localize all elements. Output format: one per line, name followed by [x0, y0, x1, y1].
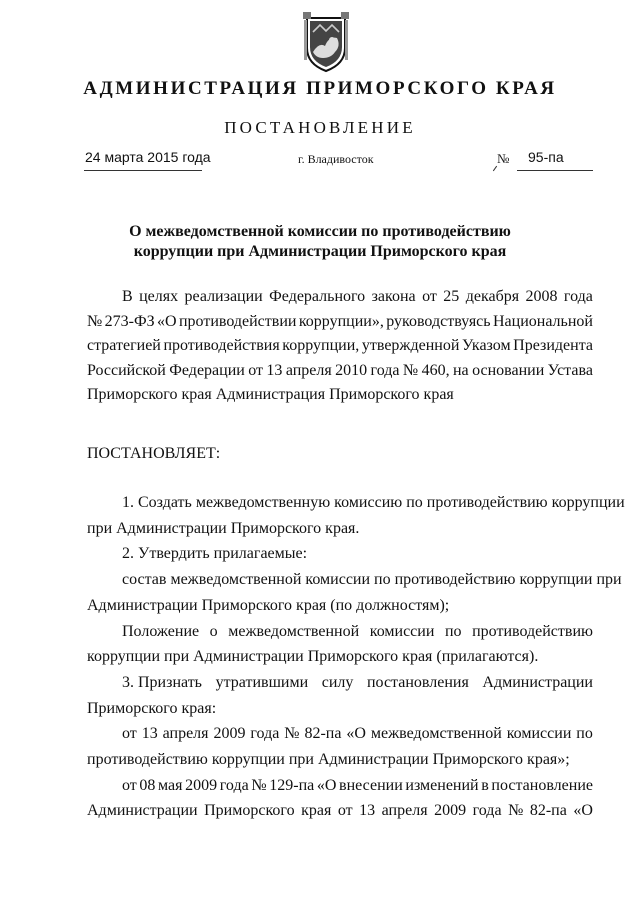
word: 3. Признать [122, 673, 202, 691]
word: апреля [162, 725, 209, 743]
word: 08 [139, 776, 156, 794]
document-city: г. Владивосток [298, 152, 374, 166]
word: 2009 [213, 725, 246, 743]
word: № [87, 312, 103, 330]
word: 82-па [529, 802, 567, 820]
word: межведомственной [228, 622, 360, 640]
word: Устава [547, 361, 593, 379]
word: коррупции», [298, 312, 384, 330]
word: 82-па [304, 725, 342, 743]
word: мая [158, 776, 183, 794]
word: Федерального [269, 288, 366, 305]
word: 129-па [269, 776, 315, 794]
word: Президента [513, 337, 593, 355]
word: 2008 [525, 288, 558, 305]
word: реализации [184, 288, 263, 305]
word: о [209, 622, 218, 640]
document-title [0, 222, 640, 262]
word: В [122, 288, 133, 305]
word: 273-ФЗ [104, 312, 155, 330]
item-4-line-2: коррупции при Администрации Приморского края (прилагаются). [87, 648, 539, 666]
document-number: 95-па [528, 149, 564, 165]
title-line-2: коррупции при Администрации Приморского края [133, 243, 507, 260]
word: «О [316, 776, 337, 794]
word: года [250, 725, 280, 743]
preamble [87, 285, 593, 408]
item-4-line-1 [87, 619, 593, 645]
word: на [452, 361, 469, 379]
item-3-line-1: состав межведомственной комиссии по противодействию коррупции при [122, 571, 622, 589]
organization-name: АДМИНИСТРАЦИЯ ПРИМОРСКОГО КРАЯ [83, 78, 557, 99]
word: от [122, 776, 137, 794]
word: противодействия [163, 337, 280, 355]
word: 13 [266, 361, 283, 379]
word: апреля [381, 802, 428, 820]
word: постановления [366, 673, 469, 691]
word: постановление [491, 776, 593, 794]
preamble-line-4 [87, 359, 593, 384]
word: 13 [141, 725, 158, 743]
document-type: ПОСТАНОВЛЕНИЕ [224, 118, 416, 137]
word: в [481, 776, 489, 794]
word: № [508, 802, 524, 820]
word: изменений [405, 776, 479, 794]
word: комиссии [369, 622, 435, 640]
word: стратегией [87, 337, 161, 355]
word: 2009 [434, 802, 467, 820]
word: «О [346, 725, 366, 743]
preamble-line-1 [87, 285, 593, 310]
document-date: 24 марта 2015 года [85, 149, 211, 165]
word: противодействию [472, 622, 593, 640]
word: Администрации [482, 673, 593, 691]
word: «О [573, 802, 593, 820]
word: 25 [443, 288, 460, 305]
word: внесении [339, 776, 403, 794]
word: закона [371, 288, 416, 305]
item-1-line-2: при Администрации Приморского края. [87, 519, 360, 537]
word: целях [139, 288, 179, 305]
word: декабря [465, 288, 520, 305]
word: апреля [285, 361, 332, 379]
word: года [563, 288, 593, 305]
word: 2009 [185, 776, 218, 794]
number-underline [517, 170, 593, 171]
resolves-heading: ПОСТАНОВЛЯЕТ: [87, 445, 221, 462]
word: межведомственной [370, 725, 502, 743]
coat-of-arms-icon [301, 12, 351, 74]
preamble-line-3 [87, 334, 593, 359]
word: от [422, 288, 437, 305]
item-5-line-2: Приморского края: [87, 699, 217, 717]
word: № [402, 361, 419, 379]
word: 460, [421, 361, 450, 379]
word: утратившими [215, 673, 309, 691]
number-tick-mark [493, 166, 497, 171]
word: основании [472, 361, 545, 379]
word: по [576, 725, 593, 743]
word: от [248, 361, 264, 379]
item-3-line-2: Администрации Приморского края (по должностям); [87, 596, 450, 614]
word: по [444, 622, 462, 640]
word: коррупции, [282, 337, 360, 355]
word: утвержденной [361, 337, 460, 355]
word: края [301, 802, 332, 820]
word: года [219, 776, 249, 794]
preamble-line-2 [87, 310, 593, 335]
item-5-line-1 [87, 670, 593, 696]
word: от [337, 802, 353, 820]
word: Указом [461, 337, 511, 355]
item-2: 2. Утвердить прилагаемые: [122, 545, 308, 563]
word: противодействии [178, 312, 297, 330]
word: № [251, 776, 267, 794]
item-1-line-1: 1. Создать межведомственную комиссию по противодействию коррупции [122, 494, 625, 511]
resolution-items [87, 490, 625, 824]
preamble-line-5: Приморского края Администрация Приморского края [87, 386, 454, 404]
word: Администрации [87, 802, 198, 820]
word: Приморского [204, 802, 295, 820]
word: № [284, 725, 300, 743]
item-7-line-2 [87, 798, 593, 824]
word: 13 [359, 802, 376, 820]
date-underline [84, 170, 202, 171]
word: Положение [122, 622, 200, 640]
item-7-line-1 [87, 773, 593, 799]
item-6-line-2: противодействию коррупции при Администрации Приморского края»; [87, 751, 570, 769]
word: года [472, 802, 502, 820]
title-line-1: О межведомственной комиссии по противодействию [129, 223, 511, 240]
word: 2010 [335, 361, 368, 379]
word: силу [321, 673, 354, 691]
word: Российской [87, 361, 166, 379]
word: комиссии [506, 725, 572, 743]
word: руководствуясь [386, 312, 491, 330]
word: года [370, 361, 400, 379]
number-sign: № [497, 151, 510, 166]
item-6-line-1 [87, 721, 593, 747]
word: Федерации [169, 361, 245, 379]
word: от [122, 725, 137, 743]
word: Национальной [492, 312, 593, 330]
word: «О [157, 312, 177, 330]
